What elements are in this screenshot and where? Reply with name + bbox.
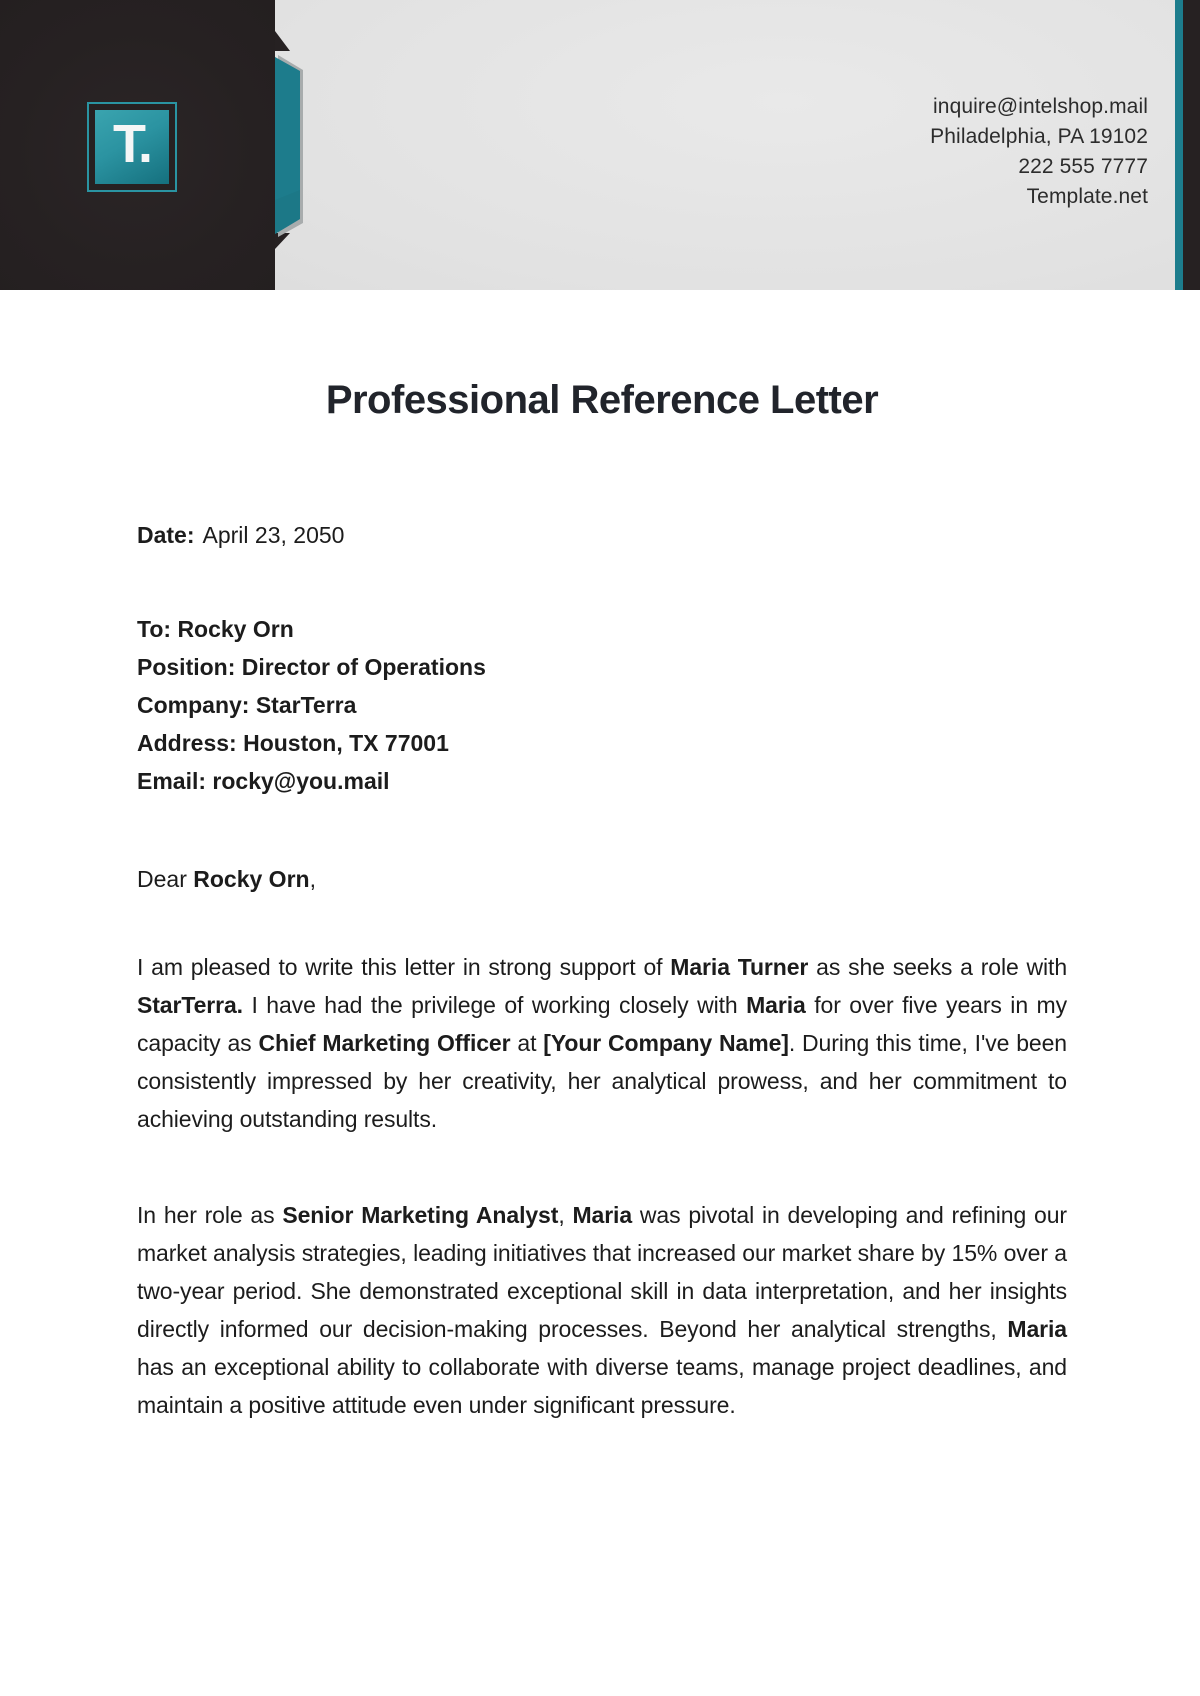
text-segment: I am pleased to write this letter in strong support of (137, 954, 671, 980)
date-line (137, 516, 1067, 554)
contact-address: Philadelphia, PA 19102 (930, 125, 1148, 148)
text-segment: In her role as (137, 1202, 283, 1228)
recipient-block (137, 610, 1067, 800)
text-segment: Chief Marketing Officer (258, 1030, 511, 1056)
text-segment: for over five years in my capacity as (137, 992, 1067, 1056)
page-title: Professional Reference Letter (325, 378, 879, 422)
text-segment: Maria (572, 1202, 633, 1228)
salutation (137, 860, 1067, 898)
paragraph-1 (137, 948, 1067, 1138)
text-segment: [Your Company Name] (543, 1030, 789, 1056)
recipient-address: Address: Houston, TX 77001 (137, 730, 449, 756)
letterhead (0, 0, 1200, 290)
text-segment: as she seeks a role with (808, 954, 1068, 980)
text-segment: I have had the privilege of working closely with (242, 992, 747, 1018)
contact-email: inquire@intelshop.mail (933, 95, 1148, 118)
text-segment: , (558, 1202, 573, 1228)
text-segment: StarTerra. (137, 992, 243, 1018)
right-edge-dark-stripe (1183, 0, 1200, 290)
text-segment: at (510, 1030, 544, 1056)
text-segment: has an exceptional ability to collaborate with diverse teams, manage project deadlines, and maintain a positive attitude even under significant pressure. (137, 1354, 1067, 1418)
text-segment: was pivotal in developing and refining our market analysis strategies, leading initiatives that increased our market share by 15% over a two-year period. She demonstrated exceptional skill in data interpretation, and her insights directly informed our decision-making processes. Beyond her analytical strengths, (137, 1202, 1067, 1342)
letter-content (0, 290, 1200, 1424)
contact-info (930, 92, 1148, 212)
text-segment: Dear (137, 866, 194, 892)
recipient-to: To: Rocky Orn (137, 616, 294, 642)
contact-phone: 222 555 7777 (1018, 155, 1148, 178)
recipient-position: Position: Director of Operations (137, 654, 486, 680)
contact-website: Template.net (1026, 185, 1148, 208)
text-segment: Rocky Orn (193, 866, 310, 892)
paragraph-2 (137, 1196, 1067, 1424)
text-segment: Senior Marketing Analyst (282, 1202, 559, 1228)
recipient-company: Company: StarTerra (137, 692, 357, 718)
text-segment: Maria (746, 992, 806, 1018)
ribbon-fold-icon (273, 30, 305, 252)
logo-block (0, 0, 275, 290)
date-label: Date: (137, 522, 195, 548)
logo-letter: T. (112, 114, 151, 174)
brand-logo (87, 102, 177, 192)
text-segment: Maria Turner (670, 954, 809, 980)
text-segment: Maria (1007, 1316, 1067, 1342)
logo-square (95, 110, 169, 184)
text-segment: . During this time, I've been consistently impressed by her creativity, her analytical prowess, and her commitment to achieving outstanding results. (137, 1030, 1067, 1132)
recipient-email: Email: rocky@you.mail (137, 768, 390, 794)
text-segment: , (309, 866, 316, 892)
date-value: April 23, 2050 (202, 522, 345, 548)
right-edge-teal-stripe (1175, 0, 1183, 290)
